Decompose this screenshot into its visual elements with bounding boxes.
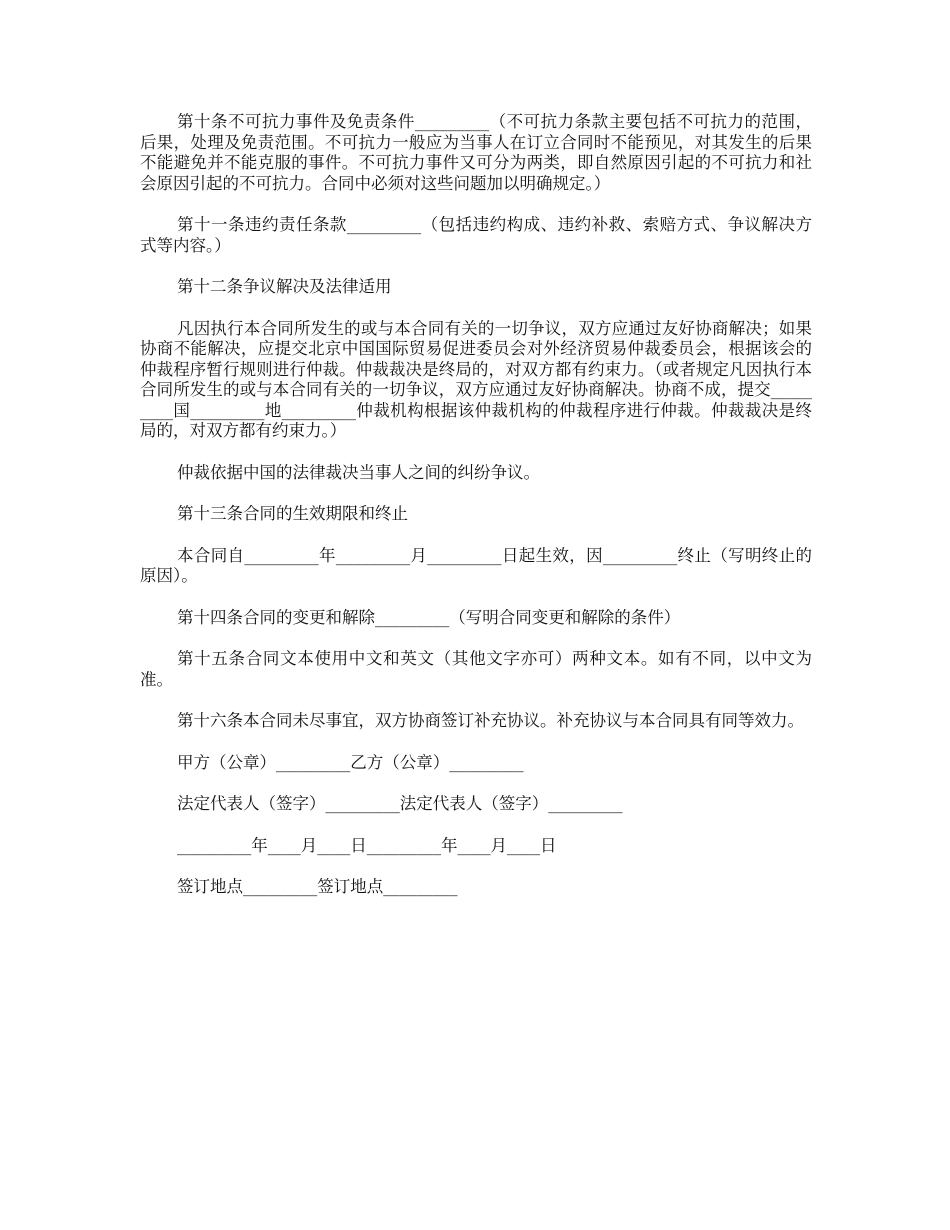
clause-12-governing-law: 仲裁依据中国的法律裁决当事人之间的纠纷争议。 xyxy=(177,462,540,482)
clause-11-liability: 第十一条违约责任条款_________（包括违约构成、违约补救、索赔方式、争议解决方式等内容。） xyxy=(140,215,812,255)
clause-13-heading: 第十三条合同的生效期限和终止 xyxy=(177,504,408,523)
clause-16-supplement: 第十六条本合同未尽事宜，双方协商签订补充协议。补充协议与本合同具有同等效力。 xyxy=(177,711,804,730)
clause-12-heading: 第十二条争议解决及法律适用 xyxy=(177,277,392,296)
clause-14-amendment: 第十四条合同的变更和解除_________（写明合同变更和解除的条件） xyxy=(177,607,681,627)
signature-party-seals: 甲方（公章）_________乙方（公章）_________ xyxy=(177,752,524,772)
clause-10-force-majeure: 第十条不可抗力事件及免责条件_________（不可抗力条款主要包括不可抗力的范围，后果，处理及免责范围。不可抗力一般应为当事人在订立合同时不能预见，对其发生的后果不能避免并不能克服的事件。不可抗力事件又可分为两类，即自然原因引起的不可抗力和社会原因引起的不可抗力。合同中必须对这些问题加以明确规定。） xyxy=(140,112,812,193)
document-body xyxy=(140,112,812,919)
signature-places: 签订地点_________签订地点_________ xyxy=(177,877,458,896)
clause-13-effective-date: 本合同自_________年_________月_________日起生效，因_________终止（写明终止的原因）。 xyxy=(140,545,812,585)
clause-15-language: 第十五条合同文本使用中文和英文（其他文字亦可）两种文本。如有不同，以中文为准。 xyxy=(140,649,812,689)
clause-12-arbitration-text: 凡因执行本合同所发生的或与本合同有关的一切争议，双方应通过友好协商解决；如果协商不能解决，应提交北京中国国际贸易促进委员会对外经济贸易仲裁委员会，根据该会的仲裁程序暂行规则进行仲裁。仲裁裁决是终局的，对双方都有约束力。（或者规定凡因执行本合同所发生的或与本合同有关的一切争议，双方应通过友好协商解决。协商不成，提交_________国_________地_________仲裁机构根据该仲裁机构的仲裁程序进行仲裁。仲裁裁决是终局的，对双方都有约束力。） xyxy=(140,318,812,440)
signature-representatives: 法定代表人（签字）_________法定代表人（签字）_________ xyxy=(177,794,623,813)
signature-dates: _________年____月____日_________年____月____日 xyxy=(177,835,557,855)
